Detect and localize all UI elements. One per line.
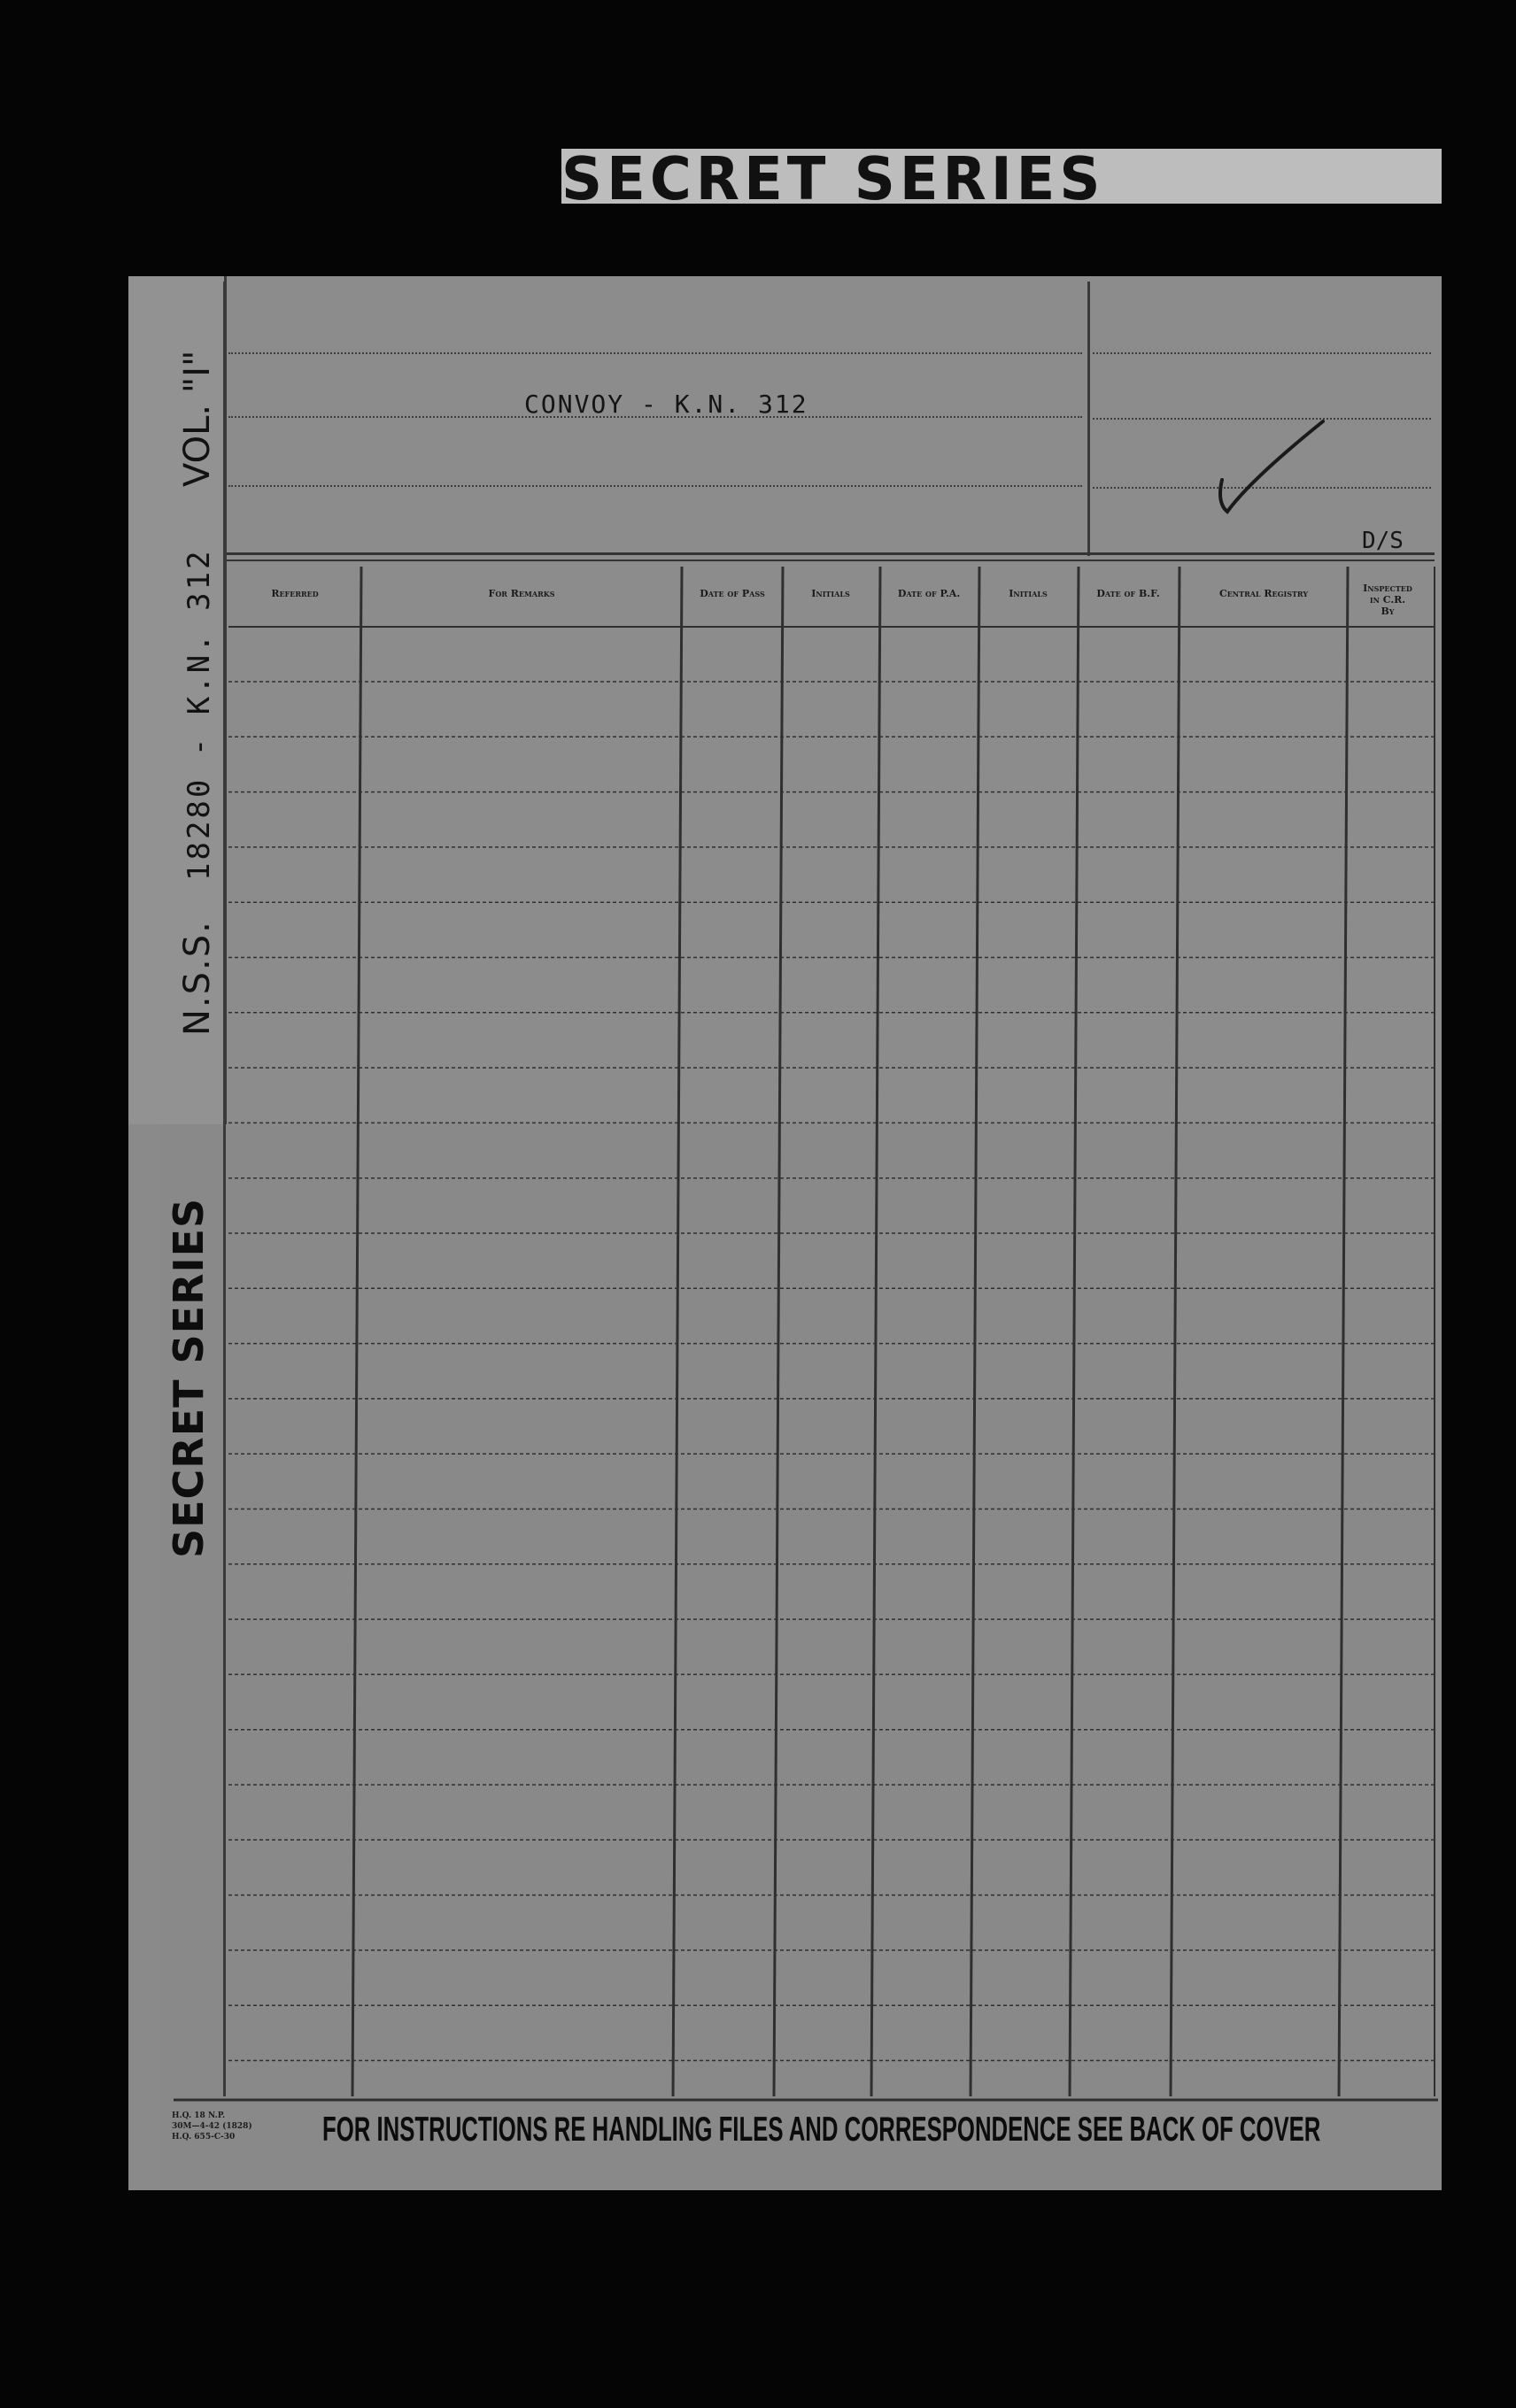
file-number-label	[177, 548, 218, 1036]
column-for-remarks: For Remarks	[488, 588, 555, 599]
column-referred: Referred	[271, 588, 319, 599]
file-number: 18280 - K.N. 312	[182, 548, 217, 881]
column-date-of-pa: Date of P.A.	[897, 588, 961, 599]
volume-label: VOL. "I"	[177, 350, 218, 487]
column-inspected-by: Inspected in C.R. By	[1363, 583, 1412, 617]
column-date-of-pass: Date of Pass	[700, 588, 765, 599]
column-initials-1: Initials	[811, 588, 850, 599]
header-rule	[1093, 352, 1431, 354]
print-code: H.Q. 18 N.P. 30M—4-42 (1828) H.Q. 655-C-30	[172, 2111, 252, 2142]
side-secret-series-stamp: SECRET SERIES	[165, 1197, 213, 1558]
convoy-subject: CONVOY - K.N. 312	[524, 390, 808, 419]
table-top-rule	[227, 560, 1435, 561]
file-prefix: N.S.S.	[177, 920, 218, 1036]
footer-instructions: FOR INSTRUCTIONS RE HANDLING FILES AND CORRESPONDENCE SEE BACK OF COVER	[322, 2111, 1321, 2149]
header-divider	[1087, 282, 1090, 556]
top-secret-series-stamp	[561, 145, 1442, 214]
top-stamp-text: SECRET SERIES	[561, 145, 1105, 214]
column-date-of-bf: Date of B.F.	[1096, 588, 1160, 599]
file-cover-lower	[161, 1124, 1442, 2190]
checkmark-icon	[1215, 418, 1328, 517]
ds-mark: D/S	[1362, 528, 1404, 554]
left-border-rule	[223, 282, 226, 2096]
header-bottom-rule	[227, 552, 1435, 555]
header-rule	[228, 485, 1082, 487]
header-rule	[228, 352, 1082, 354]
column-initials-2: Initials	[1009, 588, 1048, 599]
column-central-registry: Central Registry	[1218, 588, 1309, 599]
